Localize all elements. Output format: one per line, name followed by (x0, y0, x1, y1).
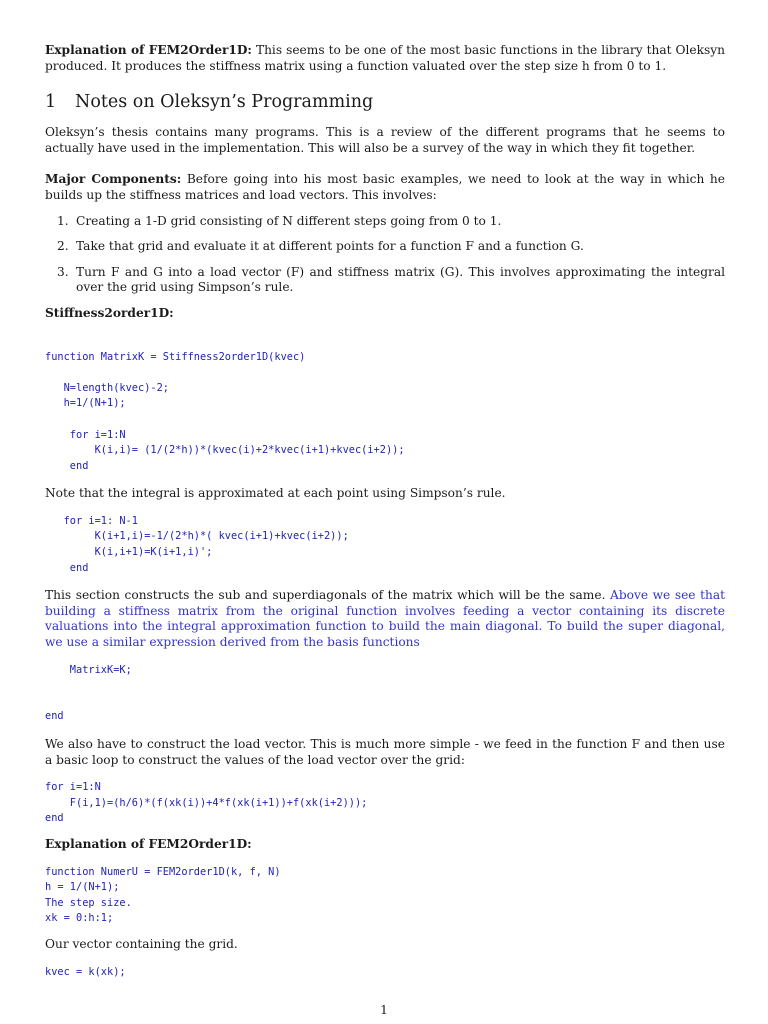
list-item-text: Take that grid and evaluate it at different points for a function F and a function G. (76, 239, 584, 254)
list-item-number: 3. (57, 264, 69, 279)
list-item-text: Creating a 1-D grid consisting of N different steps going from 0 to 1. (76, 213, 502, 228)
diagonal-paragraph (45, 588, 725, 650)
code-block-offdiagonal: for i=1: N-1 K(i+1,i)=-1/(2*h)*( kvec(i+1)+kvec(i+2)); K(i,i+1)=K(i+1,i)'; end (63, 514, 349, 574)
components-list (45, 214, 725, 296)
simpson-note: Note that the integral is approximated at each point using Simpson’s rule. (45, 486, 506, 501)
section-number: 1 (45, 92, 57, 113)
list-item (45, 214, 725, 230)
thesis-paragraph: Oleksyn’s thesis contains many programs. This is a review of the different programs that he seems to actually have used in the implementation. This will also be a survey of the way in which they fit together. (45, 125, 725, 155)
diagonal-highlight-text: Above we see that building a stiffness matrix from the original function involves feeding a vector containing its discrete valuations into the integral approximation function to build the main diagonal. To build the super diagonal, we use a similar expression derived from the basis functions (45, 588, 725, 650)
list-item-text: Turn F and G into a load vector (F) and stiffness matrix (G). This involves approximating the integral over the grid using Simpson’s rule. (76, 264, 725, 295)
major-components-paragraph (45, 172, 725, 203)
intro-paragraph (45, 43, 725, 74)
document-body (45, 38, 725, 980)
code-block-stiffness: function MatrixK = Stiffness2order1D(kvec) N=length(kvec)-2; h=1/(N+1); for i=1:N K(i,i)= (1/(2*h))*(kvec(i)+2*kvec(i+1)+kvec(i+2)); end (45, 350, 405, 472)
list-item-number: 1. (57, 213, 69, 228)
grid-vector-note: Our vector containing the grid. (45, 936, 238, 951)
page-number: 1 (380, 1003, 388, 1017)
stiffness-heading: Stiffness2order1D: (45, 305, 174, 320)
code-block-load-vector: for i=1:N F(i,1)=(h/6)*(f(xk(i))+4*f(xk(i+1))+f(xk(i+2))); end (45, 781, 368, 825)
intro-heading: Explanation of FEM2Order1D: (45, 43, 252, 57)
section-title (45, 91, 725, 113)
code-block-fem2order: function NumerU = FEM2order1D(k, f, N) h = 1/(N+1); The step size. xk = 0:h:1; (45, 865, 281, 925)
diagonal-text: This section constructs the sub and superdiagonals of the matrix which will be the same. (45, 588, 611, 603)
major-components-text: Before going into his most basic examples, we need to look at the way in which he builds up the stiffness matrices and load vectors. This involves: (45, 172, 725, 202)
major-components-heading: Major Components: (45, 172, 182, 187)
section-title-text: Notes on Oleksyn’s Programming (75, 92, 374, 113)
list-item (45, 239, 725, 255)
list-item-number: 2. (57, 239, 69, 254)
list-item (45, 265, 725, 296)
explanation-heading: Explanation of FEM2Order1D: (45, 836, 252, 851)
intro-text: This seems to be one of the most basic functions in the library that Oleksyn produced. It produces the stiffness matrix using a function valuated over the step size h from 0 to 1. (45, 43, 725, 73)
code-block-return: MatrixK=K; end (45, 663, 132, 723)
load-vector-paragraph: We also have to construct the load vector. This is much more simple - we feed in the function F and then use a basic loop to construct the values of the load vector over the grid: (45, 737, 725, 767)
code-block-kvec: kvec = k(xk); (45, 965, 126, 978)
